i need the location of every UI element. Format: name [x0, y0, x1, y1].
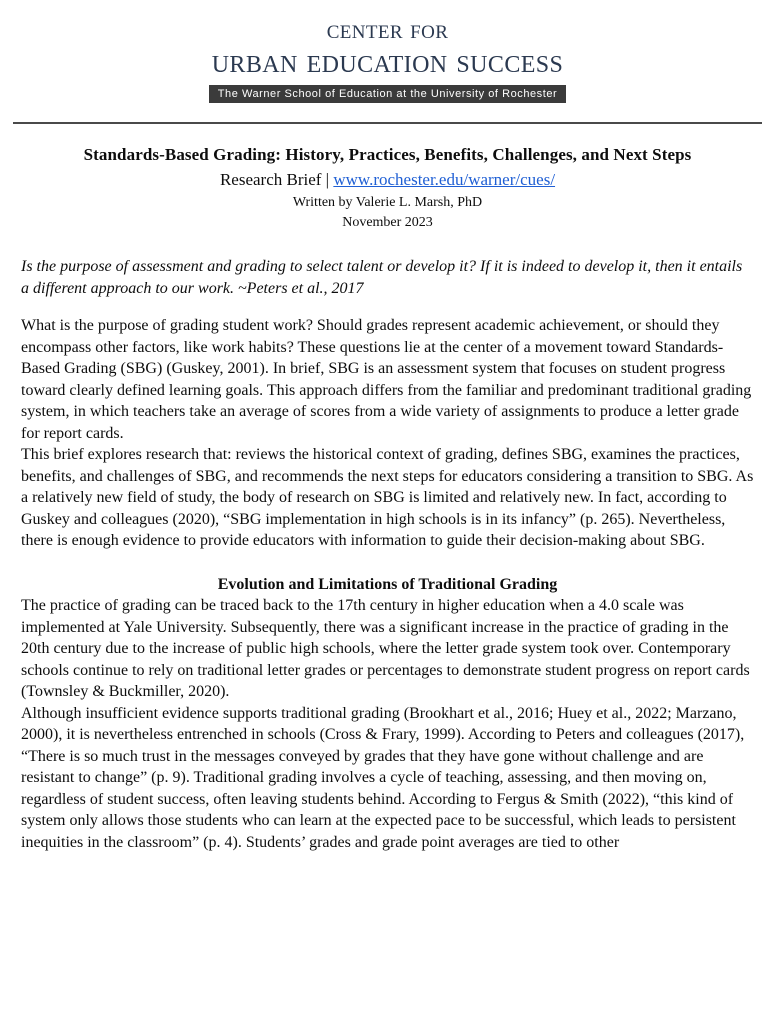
page-title: Standards-Based Grading: History, Practices, Benefits, Challenges, and Next Steps — [83, 145, 692, 164]
document-body — [0, 256, 775, 853]
research-brief-label: Research Brief | — [219, 170, 334, 189]
body-paragraph-2: This brief explores research that: reviews the historical context of grading, defines SBG, examines the practices, benefits, and challenges of SBG, and recommends the next steps for educators considering a transition to SBG. As a relatively new field of study, the body of research on SBG is limited and relatively new. In fact, according to Guskey and colleagues (2020), “SBG implementation in high schools is in its infancy” (p. 265). Nevertheless, there is enough evidence to provide educators with information to guide their decision-making about SBG. — [21, 446, 754, 549]
document-date: November 2023 — [342, 215, 433, 230]
logo-banner-wrapper — [0, 84, 775, 103]
body-paragraph-4: Although insufficient evidence supports traditional grading (Brookhart et al., 2016; Huey et al., 2022; Marzano, 2000), it is nevertheless entrenched in schools (Cross & Frary, 1999). According to Peters and colleagues (2017), “There is so much trust in the messages conveyed by grades that they have gone without challenge and are resistant to change” (p. 9). Traditional grading involves a cycle of teaching, assessing, and then moving on, regardless of student success, often leaving students behind. According to Fergus & Smith (2022), “this kind of system only allows those students who can learn at the expected pace to be successful, which leads to persistent inequities in the classroom” (p. 4). Students’ grades and grade point averages are tied to other — [21, 704, 745, 851]
masthead — [0, 0, 775, 103]
header-divider-rule — [13, 122, 762, 124]
body-paragraph-1: What is the purpose of grading student work? Should grades represent academic achievement, or should they encompass other factors, like work habits? These questions lie at the center of a movement toward Standards-Based Grading (SBG) (Guskey, 2001). In brief, SBG is an assessment system that focuses on student progress toward clearly defined learning goals. This approach differs from the familiar and predominant traditional grading system, in which teachers take an average of scores from a wide variety of assignments to produce a letter grade for report cards. — [21, 317, 752, 442]
title-block — [0, 144, 775, 232]
cues-website-link[interactable]: www.rochester.edu/warner/cues/ — [333, 170, 556, 189]
epigraph-quote: Is the purpose of assessment and grading to select talent or develop it? If it is indeed to develop it, then it entails a different approach to our work. ~Peters et al., 2017 — [21, 258, 743, 297]
section-heading-evolution-limitations: Evolution and Limitations of Traditional Grading — [217, 575, 558, 593]
document-subtitle — [21, 168, 754, 191]
logo-line-urban-education-success: urban education success — [211, 43, 564, 80]
document-author: Written by Valerie L. Marsh, PhD — [292, 195, 483, 210]
body-paragraph-3: The practice of grading can be traced back to the 17th century in higher education when a 4.0 scale was implemented at Yale University. Subsequently, there was a significant increase in the practice of grading in the 20th century due to the increase of public high schools, where the letter grade system took over. Contemporary schools continue to rely on traditional letter grades or percentages to demonstrate student progress on report cards (Townsley & Buckmiller, 2020). — [21, 597, 750, 700]
logo-line-center-for: center for — [326, 14, 449, 44]
logo-banner-warner-school: The Warner School of Education at the University of Rochester — [209, 85, 566, 103]
